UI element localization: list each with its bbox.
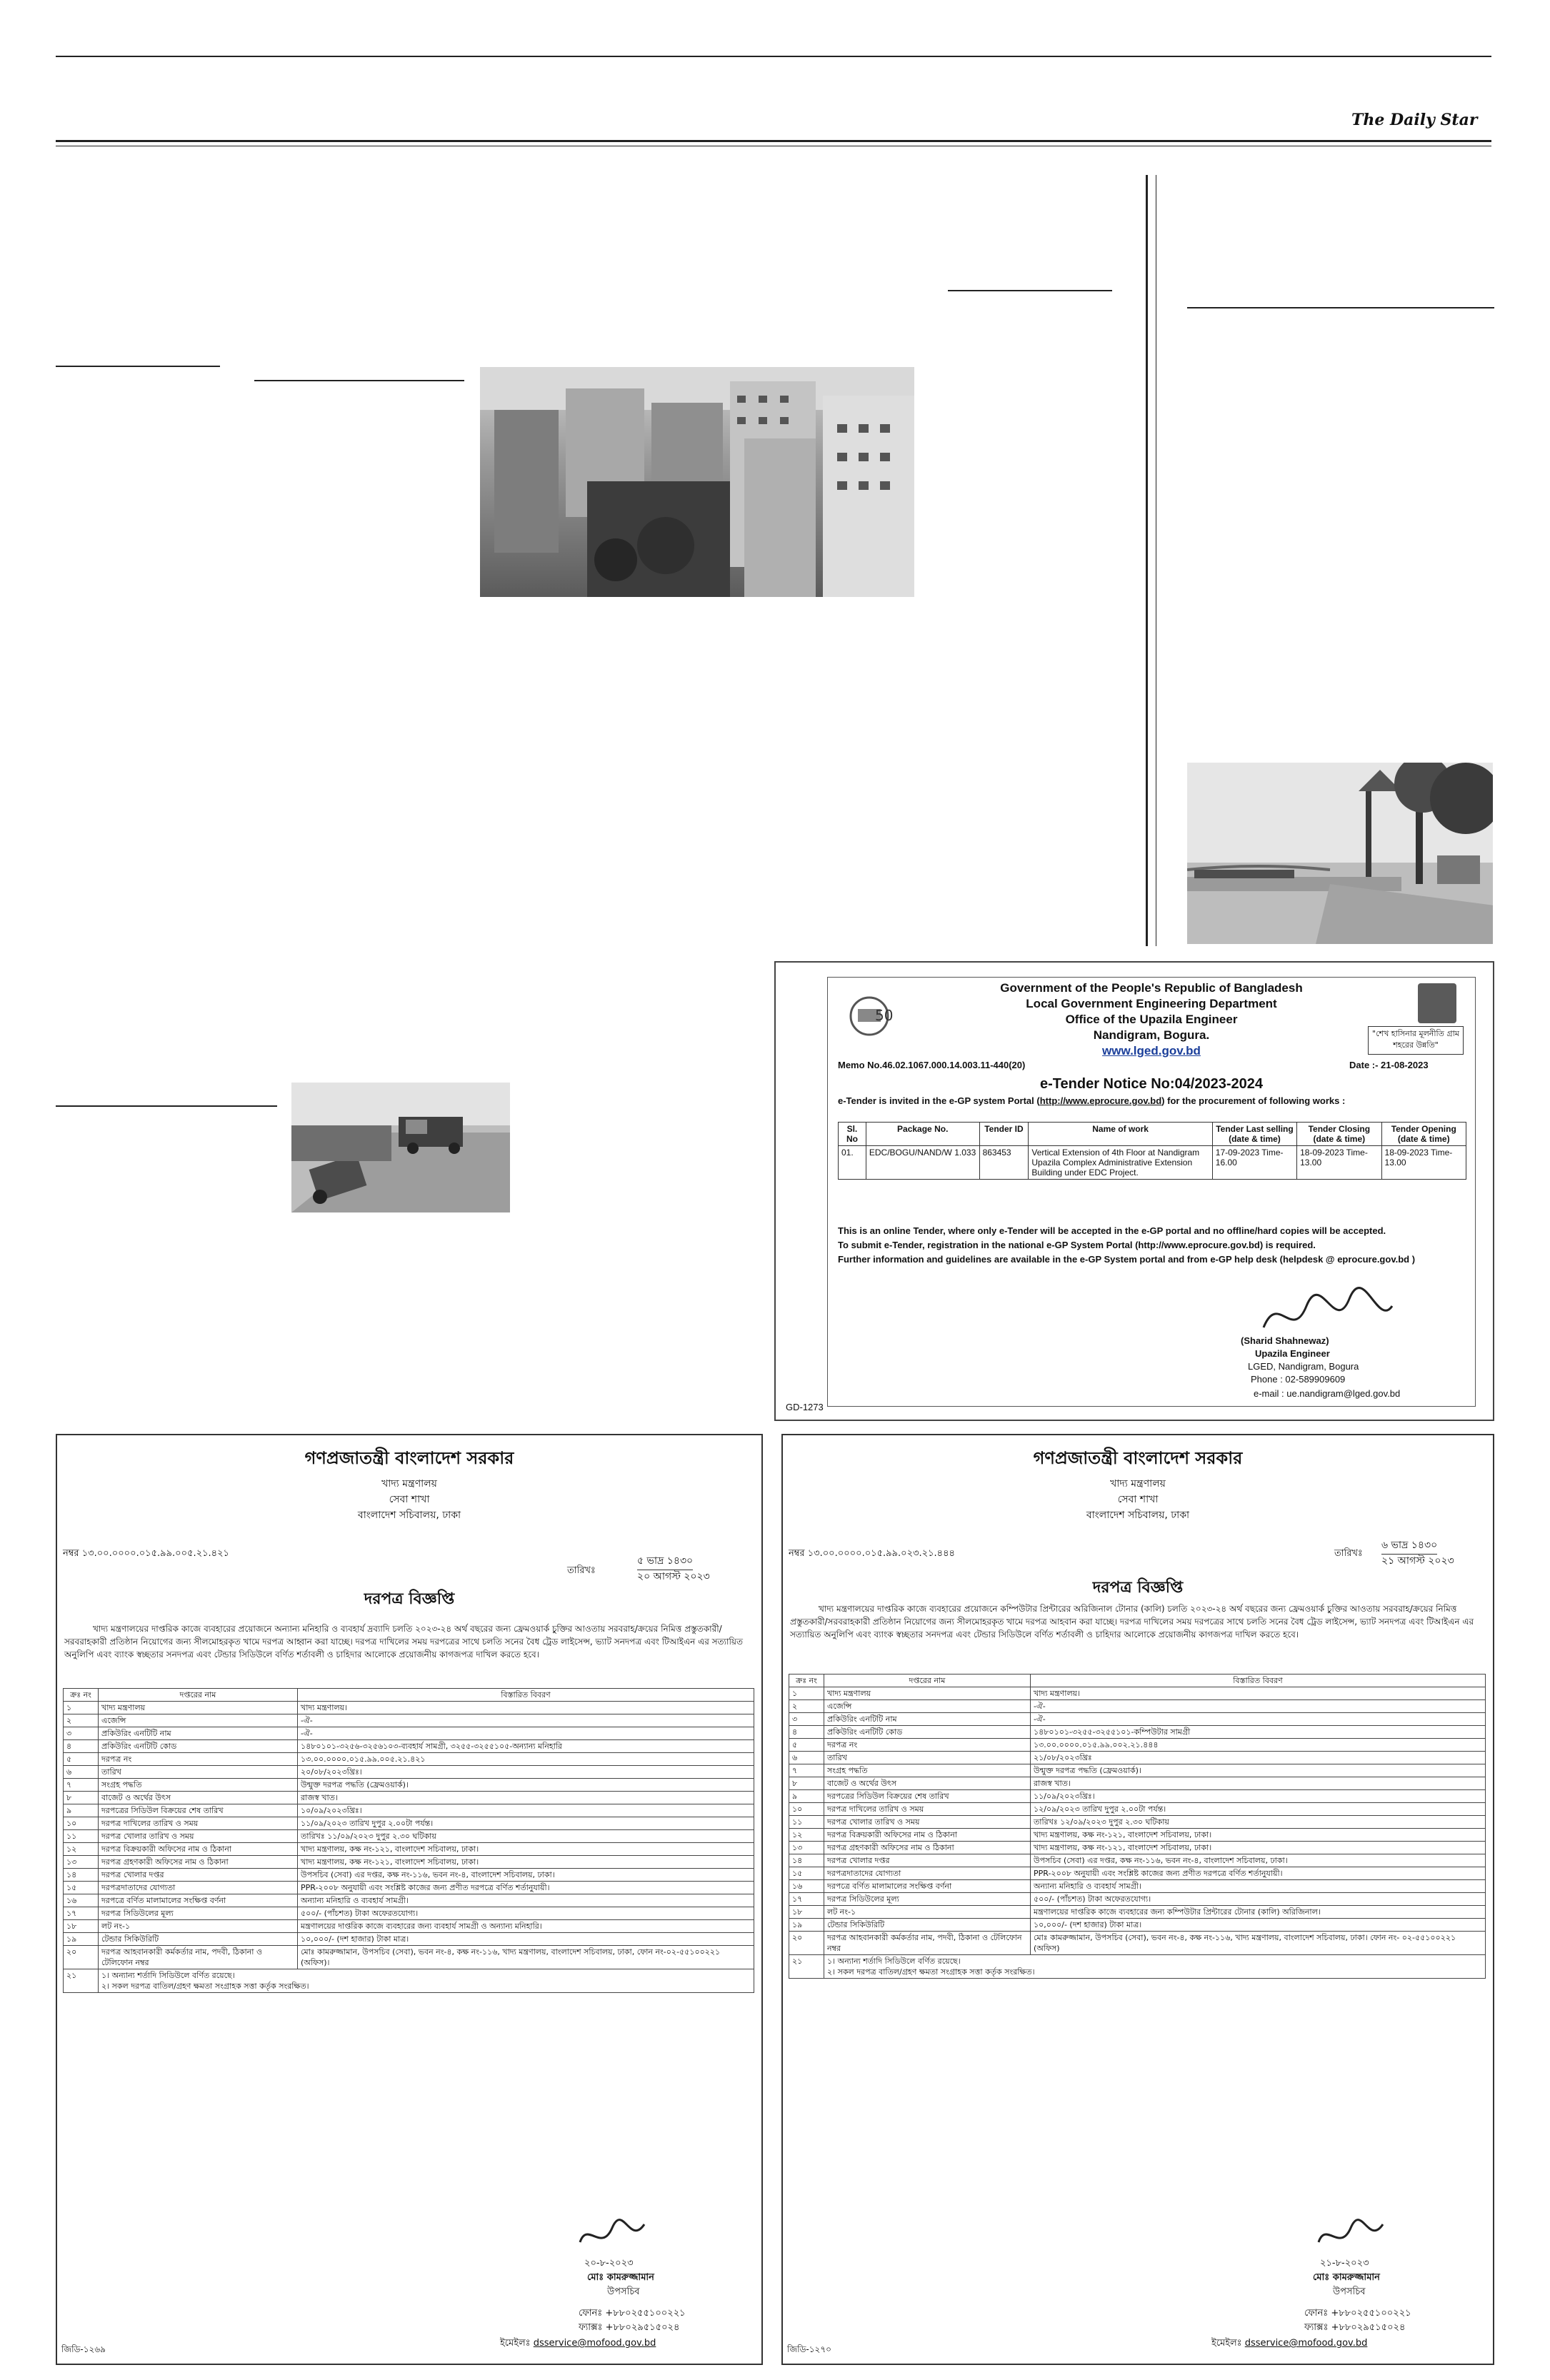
notice-title: দরপত্র বিজ্ঞপ্তি	[1092, 1579, 1184, 1597]
col-work: Name of work	[1029, 1123, 1212, 1146]
table-row	[789, 1752, 1486, 1764]
office-place: Nandigram, Bogura.	[1093, 1028, 1210, 1042]
row-item: সংগ্রহ পদ্ধতি	[99, 1779, 298, 1792]
top-rule	[56, 56, 1491, 57]
row-detail: রাজস্ব খাত।	[298, 1792, 754, 1804]
row-item: প্রকিউরিং এনটিটি নাম	[99, 1727, 298, 1740]
row-item: লট নং-১	[824, 1906, 1031, 1919]
row-detail: খাদ্য মন্ত্রণালয়, কক্ষ নং-১২১, বাংলাদেশ সচিবালয়, ঢাকা।	[298, 1856, 754, 1869]
row-serial: ১৮	[64, 1920, 99, 1933]
row-item: দরপত্র দাখিলের তারিখ ও সময়	[99, 1817, 298, 1830]
date-gregorian: ২১ আগস্ট ২০২৩	[1381, 1555, 1454, 1567]
signer-phone: Phone : 02-589909609	[1251, 1374, 1346, 1385]
signer-email: ইমেইলঃ dsservice@mofood.gov.bd	[500, 2338, 656, 2349]
col-closing: Tender Closing (date & time)	[1297, 1123, 1381, 1146]
gd-number: জিডি-১২৭০	[787, 2344, 831, 2354]
signer-phone: ফোনঃ +৮৮০২৫৫১০০২২১	[579, 2308, 686, 2319]
table-row	[64, 1933, 754, 1946]
row-detail: মোঃ কামরুজ্জামান, উপসচিব (সেবা), ভবন নং-৪, কক্ষ নং-১১৬, খাদ্য মন্ত্রণালয়, বাংলাদেশ সচিবালয়, ঢাকা, ফোন নং-০২-৫৫১০০২২১ (অফিস)।	[298, 1946, 754, 1969]
row-item: লট নং-১	[99, 1920, 298, 1933]
notice-intro: খাদ্য মন্ত্রণালয়ের দাপ্তরিক কাজে ব্যবহারের প্রয়োজনে কম্পিউটার প্রিন্টারের অরিজিনাল টোনার (কালি) চলতি ২০২৩-২৪ অর্থ বছরের জন্য ফ্রেমওয়ার্ক চুক্তির আওতায় সরবরাহ/ক্রয়ের নিমিত্ত প্রস্তুতকারী/সরবরাহকারী প্রতিষ্ঠান নিয়োগের জন্য সীলমোহরকৃত খামে দরপত্র আহবান করা যাচ্ছে। দরপত্র দাখিলের সময় দরপত্রের সাথে চলতি সনের বৈধ ট্রেড লাইসেন্স, ভ্যাট সনদপত্র এবং টিআইএন এর সত্যায়িত অনুলিপি এবং ব্যাংক স্বচ্ছতার সনদপত্র এবং টেন্ডার সিডিউলে বর্ণিত শর্তাবলী ও চাহিদার আলোকে প্রয়োজনীয় কাগজপত্র দাখিল করতে হবে।	[790, 1604, 1474, 1640]
memo-number: নম্বর ১৩.০০.০০০০.০১৫.৯৯.০০৫.২১.৪২১	[63, 1548, 229, 1559]
gd-number: GD-1273	[786, 1402, 824, 1412]
row-item: দরপত্র খোলার দপ্তর	[824, 1854, 1031, 1867]
row-detail: খাদ্য মন্ত্রণালয়, কক্ষ নং-১২১, বাংলাদেশ সচিবালয়, ঢাকা।	[298, 1843, 754, 1856]
table-row: 01. EDC/BOGU/NAND/W 1.033 863453 Vertical Extension of 4th Floor at Nandigram Upazila Complex Administrative Extension Building under EDC Project. 17-09-2023 Time-16.00 18-09-2023 Time-13.00 18-09-2023 Time-13.00	[839, 1146, 1466, 1180]
row-detail: অন্যান্য মনিহারি ও ব্যবহার্য সামগ্রী।	[1031, 1880, 1486, 1893]
branch-name: সেবা শাখা	[389, 1494, 430, 1505]
row-item: দরপত্র দাখিলের তারিখ ও সময়	[824, 1803, 1031, 1816]
gd-number: জিডি-১২৬৯	[61, 2344, 106, 2354]
row-item: দরপত্রের সিডিউল বিক্রয়ের শেষ তারিখ	[99, 1804, 298, 1817]
row-item: খাদ্য মন্ত্রণালয়	[99, 1702, 298, 1714]
row-detail: PPR-২০০৮ অনুযায়ী এবং সংশ্লিষ্ট কাজের জন্য প্রণীত দরপত্রে বর্ণিত শর্তানুযায়ী।	[298, 1882, 754, 1894]
row-serial: ১১	[64, 1830, 99, 1843]
row-serial: ১৬	[64, 1894, 99, 1907]
row-detail: PPR-২০০৮ অনুযায়ী এবং সংশ্লিষ্ট কাজের জন্য প্রণীত দরপত্রে বর্ণিত শর্তানুযায়ী।	[1031, 1867, 1486, 1880]
row-detail: ২১/০৮/২০২৩খ্রিঃ	[1031, 1752, 1486, 1764]
signer-fax: ফ্যাক্সঃ +৮৮০২৯৫১৫০২৪	[579, 2322, 680, 2333]
row-detail: ২০/০৮/২০২৩খ্রিঃ।	[298, 1766, 754, 1779]
food-tender-ad-right	[781, 1434, 1494, 2365]
tender-table	[838, 1122, 1466, 1180]
table-row	[64, 1869, 754, 1882]
story-rule	[948, 290, 1112, 291]
river-photo	[1187, 763, 1493, 944]
row-serial: ১৯	[64, 1933, 99, 1946]
date-label: তারিখঃ	[567, 1565, 596, 1576]
signer-name: মোঃ কামরুজ্জামান	[587, 2272, 654, 2283]
table-row	[64, 1817, 754, 1830]
memo-number: Memo No.46.02.1067.000.14.003.11-440(20)	[838, 1060, 1026, 1070]
table-row	[789, 1829, 1486, 1842]
table-row	[789, 1842, 1486, 1854]
table-row	[64, 1882, 754, 1894]
road-photo	[291, 1083, 510, 1212]
date-bangla: ৬ ভাদ্র ১৪৩০	[1381, 1537, 1437, 1555]
row-item: দরপত্র খোলার দপ্তর	[99, 1869, 298, 1882]
signer-email: ইমেইলঃ dsservice@mofood.gov.bd	[1211, 2338, 1368, 2349]
lged-website-link[interactable]: www.lged.gov.bd	[1102, 1044, 1201, 1058]
dept-name: Local Government Engineering Department	[1026, 997, 1277, 1010]
buildings-photo	[480, 367, 914, 597]
row-detail: ৫০০/- (পাঁচশত) টাকা অফেরতযোগ্য।	[1031, 1893, 1486, 1906]
table-row	[64, 1907, 754, 1920]
notice-table-body	[789, 1687, 1486, 1955]
col-serial: ক্রঃ নং	[64, 1689, 99, 1702]
row-serial: ৭	[789, 1764, 824, 1777]
table-row	[64, 1804, 754, 1817]
table-row	[789, 1932, 1486, 1955]
table-row	[64, 1856, 754, 1869]
table-row	[789, 1790, 1486, 1803]
row-serial: ২০	[64, 1946, 99, 1969]
row-detail: ১২/০৯/২০২৩ তারিখ দুপুর ২.০০টা পর্যন্ত।	[1031, 1803, 1486, 1816]
row-item: দরপত্র খোলার তারিখ ও সময়	[824, 1816, 1031, 1829]
gov-name: Government of the People's Republic of Bangladesh	[1000, 981, 1303, 995]
story-rule	[1187, 307, 1494, 308]
table-row	[64, 1843, 754, 1856]
table-row	[64, 1766, 754, 1779]
row-serial: ২	[64, 1714, 99, 1727]
col-package: Package No.	[866, 1123, 979, 1146]
row-detail: ১৪৮০১০১-৩২৫৫-৩২৫৫১০১-কম্পিউটার সামগ্রী	[1031, 1726, 1486, 1739]
table-row	[64, 1779, 754, 1792]
row-detail: রাজস্ব খাত।	[1031, 1777, 1486, 1790]
date-gregorian: ২০ আগস্ট ২০২৩	[637, 1571, 710, 1582]
row-serial: ১৬	[789, 1880, 824, 1893]
secretariat-place: বাংলাদেশ সচিবালয়, ঢাকা	[357, 1510, 461, 1521]
col-serial: ক্রঃ নং	[789, 1674, 824, 1687]
food-tender-ad-left	[56, 1434, 763, 2365]
row-serial: ২	[789, 1700, 824, 1713]
row-item: দরপত্রদাতাদের যোগ্যতা	[824, 1867, 1031, 1880]
row-serial: ১৪	[64, 1869, 99, 1882]
notice-intro: e-Tender is invited in the e-GP system Portal (http://www.eprocure.gov.bd) for the procurement of following works :	[838, 1095, 1346, 1106]
table-row	[789, 1764, 1486, 1777]
column-rule	[1146, 175, 1148, 946]
row-serial: ৭	[64, 1779, 99, 1792]
col-opening: Tender Opening (date & time)	[1381, 1123, 1466, 1146]
branch-name: সেবা শাখা	[1117, 1494, 1159, 1505]
col-sl: Sl. No	[839, 1123, 866, 1146]
signer-name: মোঃ কামরুজ্জামান	[1313, 2272, 1380, 2283]
leader-portrait	[1418, 983, 1456, 1023]
row-item: দরপত্রের সিডিউল বিক্রয়ের শেষ তারিখ	[824, 1790, 1031, 1803]
row-detail: -ঐ-	[298, 1714, 754, 1727]
table-row	[789, 1893, 1486, 1906]
row-item: দরপত্র আহবানকারী কর্মকর্তার নাম, পদবী, ঠিকানা ও টেলিফোন নম্বর	[824, 1932, 1031, 1955]
table-row	[64, 1727, 754, 1740]
svg-text:50: 50	[875, 1007, 894, 1024]
row-detail: ১৪৮০১০১-৩২৫৬-৩২৫৬১০৩-ব্যবহার্য সামগ্রী, ৩২৫৫-৩২৫৫১০৫-অন্যান্য মনিহারি	[298, 1740, 754, 1753]
signer-name: (Sharid Shahnewaz)	[1241, 1335, 1329, 1346]
row-serial: ২০	[789, 1932, 824, 1955]
row-detail: তারিখঃ ১২/০৯/২০২৩ দুপুর ২.৩০ ঘটিকায়	[1031, 1816, 1486, 1829]
tender-table-header	[839, 1123, 1466, 1146]
row-item: প্রকিউরিং এনটিটি কোড	[824, 1726, 1031, 1739]
table-row	[789, 1687, 1486, 1700]
signer-office: LGED, Nandigram, Bogura	[1248, 1361, 1359, 1372]
row-item: দরপত্র বিক্রয়কারী অফিসের নাম ও ঠিকানা	[824, 1829, 1031, 1842]
notice-title: e-Tender Notice No:04/2023-2024	[1040, 1076, 1263, 1092]
row-serial: ১০	[64, 1817, 99, 1830]
story-rule	[254, 380, 464, 381]
col-item: দপ্তরের নাম	[824, 1674, 1031, 1687]
table-row: ২১ ১। অন্যান্য শর্তাদি সিডিউলে বর্ণিত রয়েছে। ২। সকল দরপত্র বাতিল/গ্রহণ ক্ষমতা সংগ্রাহক সত্তা কর্তৃক সংরক্ষিত।	[789, 1955, 1486, 1979]
col-last-selling: Tender Last selling (date & time)	[1212, 1123, 1296, 1146]
row-detail: মন্ত্রণালয়ের দাপ্তরিক কাজে ব্যবহারের জন্য কম্পিউটার প্রিন্টারের টোনার (কালি) অরিজিনাল।	[1031, 1906, 1486, 1919]
row-item: বাজেট ও অর্থের উৎস	[824, 1777, 1031, 1790]
row-detail: উপসচিব (সেবা) এর দপ্তর, কক্ষ নং-১১৬, ভবন নং-৪, বাংলাদেশ সচিবালয়, ঢাকা।	[1031, 1854, 1486, 1867]
row-detail: খাদ্য মন্ত্রণালয়।	[298, 1702, 754, 1714]
row-serial: ৪	[64, 1740, 99, 1753]
row-detail: খাদ্য মন্ত্রণালয়।	[1031, 1687, 1486, 1700]
row-detail: ১১/০৯/২০২৩ তারিখ দুপুর ২.০০টা পর্যন্ত।	[298, 1817, 754, 1830]
row-item: দরপত্র সিডিউলের মূল্য	[99, 1907, 298, 1920]
row-detail: অন্যান্য মনিহারি ও ব্যবহার্য সামগ্রী।	[298, 1894, 754, 1907]
signer-email[interactable]: e-mail : ue.nandigram@lged.gov.bd	[1254, 1388, 1401, 1399]
date-bangla: ৫ ভাদ্র ১৪৩০	[637, 1552, 693, 1570]
row-detail: ১৩.০০.০০০০.০১৫.৯৯.০০৫.২১.৪২১	[298, 1753, 754, 1766]
row-item: দরপত্র গ্রহণকারী অফিসের নাম ও ঠিকানা	[99, 1856, 298, 1869]
row-detail: -ঐ-	[1031, 1713, 1486, 1726]
row-serial: ৪	[789, 1726, 824, 1739]
story-rule	[56, 1105, 277, 1107]
row-item: প্রকিউরিং এনটিটি কোড	[99, 1740, 298, 1753]
row-serial: ৩	[64, 1727, 99, 1740]
date-label: তারিখঃ	[1334, 1548, 1363, 1559]
row-serial: ১৮	[789, 1906, 824, 1919]
col-tender-id: Tender ID	[979, 1123, 1029, 1146]
row-detail: তারিখঃ ১১/০৯/২০২৩ দুপুর ২.৩০ ঘটিকায়	[298, 1830, 754, 1843]
row-item: দরপত্র সিডিউলের মূল্য	[824, 1893, 1031, 1906]
row-serial: ১	[789, 1687, 824, 1700]
signer-phone: ফোনঃ +৮৮০২৫৫১০০২২১	[1304, 2308, 1411, 2319]
notice-table	[63, 1688, 754, 1993]
row-detail: খাদ্য মন্ত্রণালয়, কক্ষ নং-১২১, বাংলাদেশ সচিবালয়, ঢাকা।	[1031, 1829, 1486, 1842]
row-detail: উপসচিব (সেবা) এর দপ্তর, কক্ষ নং-১১৬, ভবন নং-৪, বাংলাদেশ সচিবালয়, ঢাকা।	[298, 1869, 754, 1882]
header-rule-1	[56, 140, 1491, 142]
row-serial: ৫	[64, 1753, 99, 1766]
notice-table	[789, 1674, 1486, 1979]
col-item: দপ্তরের নাম	[99, 1689, 298, 1702]
row-item: সংগ্রহ পদ্ধতি	[824, 1764, 1031, 1777]
row-detail: ১০,০০০/- (দশ হাজার) টাকা মাত্র।	[298, 1933, 754, 1946]
office-name: Office of the Upazila Engineer	[1065, 1013, 1238, 1026]
row-serial: ১৫	[789, 1867, 824, 1880]
notice-table-wrap	[789, 1674, 1486, 1979]
row-detail: খাদ্য মন্ত্রণালয়, কক্ষ নং-১২১, বাংলাদেশ সচিবালয়, ঢাকা।	[1031, 1842, 1486, 1854]
col-detail: বিস্তারিত বিবরণ	[1031, 1674, 1486, 1687]
eprocure-link[interactable]: http://www.eprocure.gov.bd	[1039, 1095, 1162, 1106]
signer-title: Upazila Engineer	[1255, 1348, 1330, 1359]
row-item: দরপত্র আহবানকারী কর্মকর্তার নাম, পদবী, ঠিকানা ও টেলিফোন নম্বর	[99, 1946, 298, 1969]
table-row	[789, 1906, 1486, 1919]
masthead: The Daily Star	[1351, 111, 1478, 129]
row-serial: ১১	[789, 1816, 824, 1829]
row-detail: ১৩.০০.০০০০.০১৫.৯৯.০০২.২১.৪৪৪	[1031, 1739, 1486, 1752]
row-item: খাদ্য মন্ত্রণালয়	[824, 1687, 1031, 1700]
notice-table-body	[64, 1702, 754, 1969]
row-item: এজেন্সি	[824, 1700, 1031, 1713]
row-serial: ৮	[64, 1792, 99, 1804]
table-row	[64, 1830, 754, 1843]
col-detail: বিস্তারিত বিবরণ	[298, 1689, 754, 1702]
table-row	[64, 1753, 754, 1766]
row-serial: ১৪	[789, 1854, 824, 1867]
row-serial: ১০	[789, 1803, 824, 1816]
row-serial: ৩	[789, 1713, 824, 1726]
signature	[573, 2214, 659, 2262]
row-detail: -ঐ-	[298, 1727, 754, 1740]
table-row	[789, 1854, 1486, 1867]
secretariat-place: বাংলাদেশ সচিবালয়, ঢাকা	[1086, 1510, 1190, 1521]
row-item: দরপত্র নং	[824, 1739, 1031, 1752]
table-header	[64, 1689, 754, 1702]
table-row	[64, 1740, 754, 1753]
row-item: তারিখ	[99, 1766, 298, 1779]
table-row	[789, 1726, 1486, 1739]
row-detail: উন্মুক্ত দরপত্র পদ্ধতি (ফ্রেমওয়ার্ক)।	[298, 1779, 754, 1792]
note-guidelines: Further information and guidelines are available in the e-GP System portal and from e-GP help desk (helpdesk @ eprocure.gov.bd )	[838, 1254, 1416, 1265]
table-header	[789, 1674, 1486, 1687]
row-item: দরপত্র নং	[99, 1753, 298, 1766]
signer-title: উপসচিব	[607, 2286, 640, 2297]
row-serial: ১৩	[64, 1856, 99, 1869]
row-detail: ১১/০৯/২০২৩খ্রিঃ।	[1031, 1790, 1486, 1803]
row-serial: ৬	[789, 1752, 824, 1764]
row-serial: ১৭	[789, 1893, 824, 1906]
row-serial: ৬	[64, 1766, 99, 1779]
slogan-box: "শেখ হাসিনার মূলনীতি গ্রাম শহরের উন্নতি"	[1368, 1026, 1464, 1055]
table-row	[64, 1920, 754, 1933]
note-online: This is an online Tender, where only e-Tender will be accepted in the e-GP portal and no offline/hard copies will be accepted.	[838, 1225, 1386, 1236]
row-item: দরপত্র খোলার তারিখ ও সময়	[99, 1830, 298, 1843]
table-row	[789, 1700, 1486, 1713]
email-link[interactable]: dsservice@mofood.gov.bd	[533, 2338, 656, 2349]
table-row: ২১ ১। অন্যান্য শর্তাদি সিডিউলে বর্ণিত রয়েছে। ২। সকল দরপত্র বাতিল/গ্রহণ ক্ষমতা সংগ্রাহক সত্তা কর্তৃক সংরক্ষিত।	[64, 1969, 754, 1993]
row-serial: ১	[64, 1702, 99, 1714]
lged-tender-inner	[827, 977, 1476, 1407]
ministry-name: খাদ্য মন্ত্রণালয়	[1110, 1478, 1166, 1490]
table-row	[64, 1946, 754, 1969]
row-item: এজেন্সি	[99, 1714, 298, 1727]
notice-title: দরপত্র বিজ্ঞপ্তি	[364, 1590, 455, 1608]
table-row	[64, 1894, 754, 1907]
row-detail: ১০/০৯/২০২৩খ্রিঃ।	[298, 1804, 754, 1817]
notice-intro: খাদ্য মন্ত্রণালয়ের দাপ্তরিক কাজে ব্যবহারের প্রয়োজনে অন্যান্য মনিহারি ও ব্যবহার্য দ্রব্যাদি চলতি ২০২৩-২৪ অর্থ বছরের জন্য ফ্রেমওয়ার্ক চুক্তির আওতায় সরবরাহ/ক্রয়ের নিমিত্ত প্রস্তুতকারী/সরবরাহকারী প্রতিষ্ঠান নিয়োগের জন্য সীলমোহরকৃত খামে দরপত্র আহ্বান করা যাচ্ছে। দরপত্র দাখিলের সময় দরপত্রের সাথে চলতি সনের বৈধ ট্রেড লাইসেন্স, ভ্যাট সনদপত্র এবং টিআইএন এর সত্যায়িত অনুলিপি এবং ব্যাংক স্বচ্ছতার সনদপত্র এবং টেন্ডার সিডিউলে বর্ণিত শর্তাবলী ও চাহিদার আলোকে প্রয়োজনীয় কাগজপত্র দাখিল করতে হবে।	[64, 1624, 744, 1660]
row-serial: ১২	[64, 1843, 99, 1856]
row-serial: ১৭	[64, 1907, 99, 1920]
row-item: বাজেট ও অর্থের উৎস	[99, 1792, 298, 1804]
row-item: দরপত্রে বর্ণিত মালামালের সংক্ষিপ্ত বর্ণনা	[824, 1880, 1031, 1893]
signer-fax: ফ্যাক্সঃ +৮৮০২৯৫১৫০২৪	[1304, 2322, 1406, 2333]
row-detail: মন্ত্রণালয়ের দাপ্তরিক কাজে ব্যবহারের জন্য ব্যবহার্য সামগ্রী ও অন্যান্য মনিহারি।	[298, 1920, 754, 1933]
row-detail: ৫০০/- (পাঁচশত) টাকা অফেরতযোগ্য।	[298, 1907, 754, 1920]
row-detail: -ঐ-	[1031, 1700, 1486, 1713]
table-row	[789, 1816, 1486, 1829]
gov-title: গণপ্রজাতন্ত্রী বাংলাদেশ সরকার	[1033, 1448, 1243, 1468]
table-row	[789, 1880, 1486, 1893]
table-row	[789, 1803, 1486, 1816]
story-rule	[56, 366, 220, 367]
sign-date: ২০-৮-২০২৩	[584, 2258, 634, 2269]
table-row	[789, 1713, 1486, 1726]
row-item: দরপত্র গ্রহণকারী অফিসের নাম ও ঠিকানা	[824, 1842, 1031, 1854]
row-detail: উন্মুক্ত দরপত্র পদ্ধতি (ফ্রেমওয়ার্ক)।	[1031, 1764, 1486, 1777]
table-row	[789, 1867, 1486, 1880]
table-row	[789, 1777, 1486, 1790]
ministry-name: খাদ্য মন্ত্রণালয়	[381, 1478, 437, 1490]
row-serial: ১৫	[64, 1882, 99, 1894]
row-item: দরপত্র বিক্রয়কারী অফিসের নাম ও ঠিকানা	[99, 1843, 298, 1856]
gov-title: গণপ্রজাতন্ত্রী বাংলাদেশ সরকার	[304, 1448, 514, 1468]
note-registration: To submit e-Tender, registration in the national e-GP System Portal (http://www.eprocure.gov.bd) is required.	[838, 1240, 1316, 1250]
row-serial: ১৩	[789, 1842, 824, 1854]
row-item: টেন্ডার সিকিউরিটি	[824, 1919, 1031, 1932]
signer-title: উপসচিব	[1333, 2286, 1366, 2297]
email-link[interactable]: dsservice@mofood.gov.bd	[1244, 2338, 1368, 2349]
sign-date: ২১-৮-২০২৩	[1320, 2258, 1369, 2269]
row-serial: ৯	[789, 1790, 824, 1803]
row-serial: ৮	[789, 1777, 824, 1790]
row-detail: মোঃ কামরুজ্জামান, উপসচিব (সেবা), ভবন নং-৪, কক্ষ নং-১১৬, খাদ্য মন্ত্রণালয়, বাংলাদেশ সচিবালয়, ঢাকা। ফোন নং- ০২-৫৫১০০২২১ (অফিস)	[1031, 1932, 1486, 1955]
row-serial: ৫	[789, 1739, 824, 1752]
row-item: দরপত্রে বর্ণিত মালামালের সংক্ষিপ্ত বর্ণনা	[99, 1894, 298, 1907]
notice-table-wrap	[63, 1688, 754, 1993]
signature	[1311, 2214, 1397, 2262]
lged-tender-ad	[774, 961, 1494, 1421]
table-row	[64, 1702, 754, 1714]
table-row	[789, 1739, 1486, 1752]
row-item: দরপত্রদাতাদের যোগ্যতা	[99, 1882, 298, 1894]
row-detail: ১০,০০০/- (দশ হাজার) টাকা মাত্র।	[1031, 1919, 1486, 1932]
row-serial: ১২	[789, 1829, 824, 1842]
table-row	[64, 1792, 754, 1804]
notice-date: Date :- 21-08-2023	[1349, 1060, 1429, 1070]
row-serial: ১৯	[789, 1919, 824, 1932]
table-row	[64, 1714, 754, 1727]
row-item: টেন্ডার সিকিউরিটি	[99, 1933, 298, 1946]
row-item: প্রকিউরিং এনটিটি নাম	[824, 1713, 1031, 1726]
memo-number: নম্বর ১৩.০০.০০০০.০১৫.৯৯.০২৩.২১.৪৪৪	[789, 1548, 955, 1559]
row-serial: ৯	[64, 1804, 99, 1817]
table-row	[789, 1919, 1486, 1932]
row-item: তারিখ	[824, 1752, 1031, 1764]
